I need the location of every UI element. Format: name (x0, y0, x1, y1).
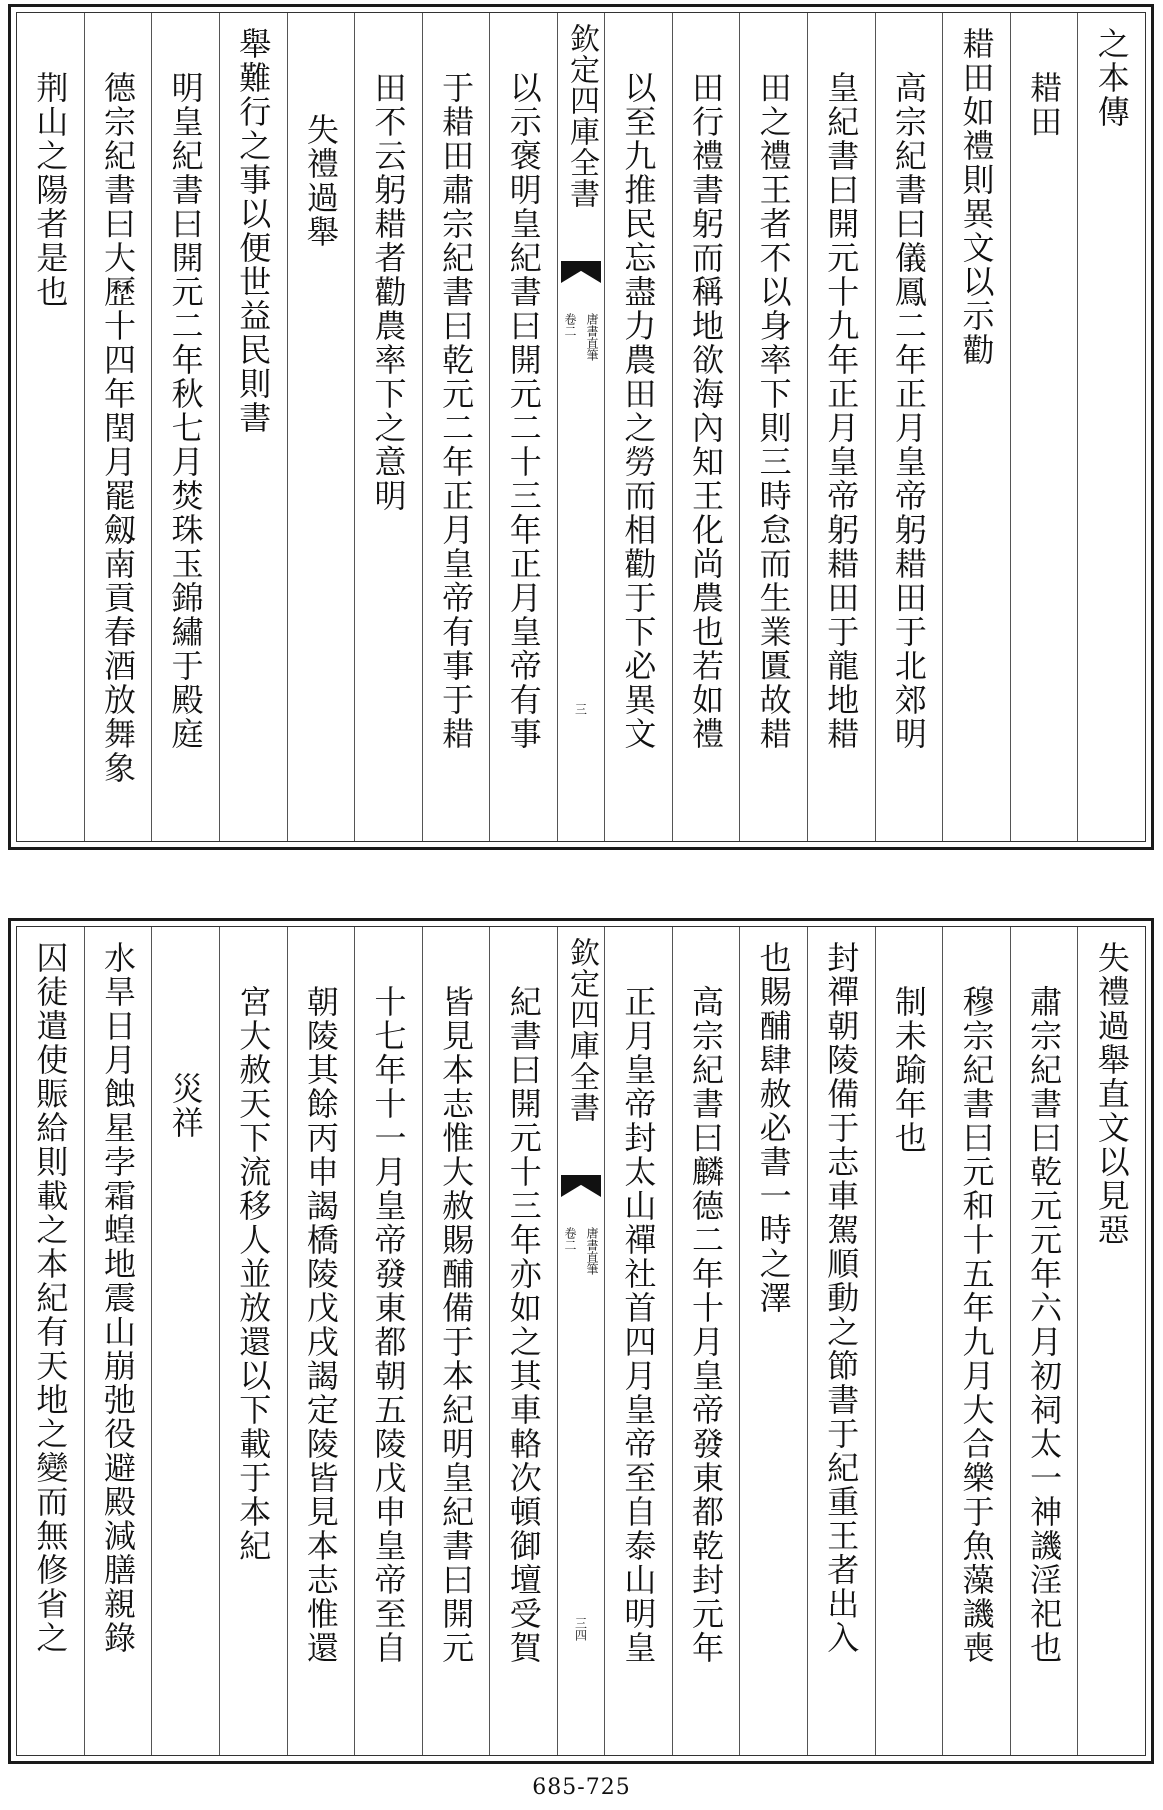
column-text: 之本傳 (1092, 27, 1131, 129)
center-fold-column (557, 927, 604, 1755)
column-text: 耤田如禮則異文以示勸 (957, 27, 996, 367)
column-text: 高宗紀書曰儀鳳二年正月皇帝躬耤田于北郊明 (889, 71, 928, 751)
folio-number: 三 (573, 703, 588, 715)
fishtail-mark (561, 261, 601, 283)
text-column (739, 13, 807, 841)
fishtail-mark (561, 1175, 601, 1197)
text-column (604, 13, 672, 841)
book-title-small: 唐書直筆 (585, 1227, 599, 1275)
column-text: 皇紀書曰開元十九年正月皇帝躬耤田于龍地耤 (822, 71, 861, 751)
column-text: 于耤田肅宗紀書曰乾元二年正月皇帝有事于耤 (437, 71, 476, 751)
center-fold-column (557, 13, 604, 841)
text-column (151, 13, 219, 841)
text-column (17, 927, 84, 1755)
column-text: 德宗紀書曰大歷十四年閏月罷劔南貢春酒放舞象 (98, 71, 137, 785)
text-column (604, 927, 672, 1755)
column-text: 十七年十一月皇帝發東都朝五陵戊申皇帝至自 (369, 985, 408, 1665)
column-text: 失禮過舉 (301, 113, 340, 249)
folio-number: 三四 (573, 1617, 588, 1641)
text-column (1010, 927, 1078, 1755)
text-column (942, 927, 1010, 1755)
text-column (287, 13, 355, 841)
column-text: 以示褒明皇紀書曰開元二十三年正月皇帝有事 (504, 71, 543, 751)
column-text: 也賜酺肆赦必書一時之澤 (754, 941, 793, 1315)
text-column (489, 13, 557, 841)
bottom-page (8, 918, 1154, 1764)
column-text: 耤田 (1025, 71, 1064, 139)
bottom-page-frame (16, 926, 1146, 1756)
top-page-columns (17, 13, 1145, 841)
text-column (287, 927, 355, 1755)
text-column (354, 927, 422, 1755)
text-column (219, 927, 287, 1755)
text-column (422, 13, 490, 841)
volume-label: 卷二 (563, 313, 577, 337)
column-text: 田不云躬耤者勸農率下之意明 (369, 71, 408, 513)
text-column (807, 927, 875, 1755)
text-column (875, 927, 943, 1755)
text-column (354, 13, 422, 841)
column-text: 囚徒遣使賑給則載之本紀有天地之變而無修省之 (31, 941, 70, 1655)
column-text: 以至九推民忘盡力農田之勞而相勸于下必異文 (619, 71, 658, 751)
column-text: 正月皇帝封太山禪社首四月皇帝至自泰山明皇 (619, 985, 658, 1665)
text-column (672, 13, 740, 841)
text-column (219, 13, 287, 841)
text-column (875, 13, 943, 841)
page-number-footer: 685-725 (532, 1775, 631, 1800)
column-text: 荆山之陽者是也 (31, 71, 70, 309)
column-text: 封禪朝陵備于志車駕順動之節書于紀重王者出入 (822, 941, 861, 1655)
column-text: 田行禮書躬而稱地欲海內知王化尚農也若如禮 (686, 71, 725, 751)
text-column (1077, 927, 1145, 1755)
text-column (151, 927, 219, 1755)
text-column (942, 13, 1010, 841)
column-text: 宮大赦天下流移人並放還以下載于本紀 (234, 985, 273, 1563)
text-column (807, 13, 875, 841)
column-text: 朝陵其餘丙申謁橋陵戊戌謁定陵皆見本志惟還 (301, 985, 340, 1665)
column-text: 肅宗紀書曰乾元元年六月初祠太一神譏淫祀也 (1025, 985, 1064, 1665)
column-text: 災祥 (166, 1072, 205, 1140)
book-title-small: 唐書直筆 (585, 313, 599, 361)
siku-title: 欽定四庫全書 (564, 23, 599, 209)
column-text: 高宗紀書曰麟德二年十月皇帝發東都乾封元年 (686, 985, 725, 1665)
column-text: 穆宗紀書曰元和十五年九月大合樂于魚藻譏喪 (957, 985, 996, 1665)
top-page (8, 4, 1154, 850)
text-column (1077, 13, 1145, 841)
bottom-page-columns (17, 927, 1145, 1755)
column-text: 紀書曰開元十三年亦如之其車輅次頓御壇受賀 (504, 985, 543, 1665)
column-text: 舉難行之事以便世益民則書 (234, 27, 273, 435)
volume-label: 卷二 (563, 1227, 577, 1251)
column-text: 失禮過舉直文以見惡 (1092, 941, 1131, 1247)
text-column (84, 13, 152, 841)
text-column (489, 927, 557, 1755)
column-text: 皆見本志惟大赦賜酺備于本紀明皇紀書曰開元 (437, 985, 476, 1665)
text-column (672, 927, 740, 1755)
column-text: 制未踰年也 (889, 985, 928, 1155)
text-column (422, 927, 490, 1755)
text-column (739, 927, 807, 1755)
siku-title: 欽定四庫全書 (564, 937, 599, 1123)
top-page-frame (16, 12, 1146, 842)
column-text: 明皇紀書曰開元二年秋七月焚珠玉錦繡于殿庭 (166, 71, 205, 751)
column-text: 水旱日月蝕星孛霜蝗地震山崩弛役避殿減膳親錄 (98, 941, 137, 1655)
text-column (17, 13, 84, 841)
column-text: 田之禮王者不以身率下則三時怠而生業匱故耤 (754, 71, 793, 751)
text-column (84, 927, 152, 1755)
text-column (1010, 13, 1078, 841)
